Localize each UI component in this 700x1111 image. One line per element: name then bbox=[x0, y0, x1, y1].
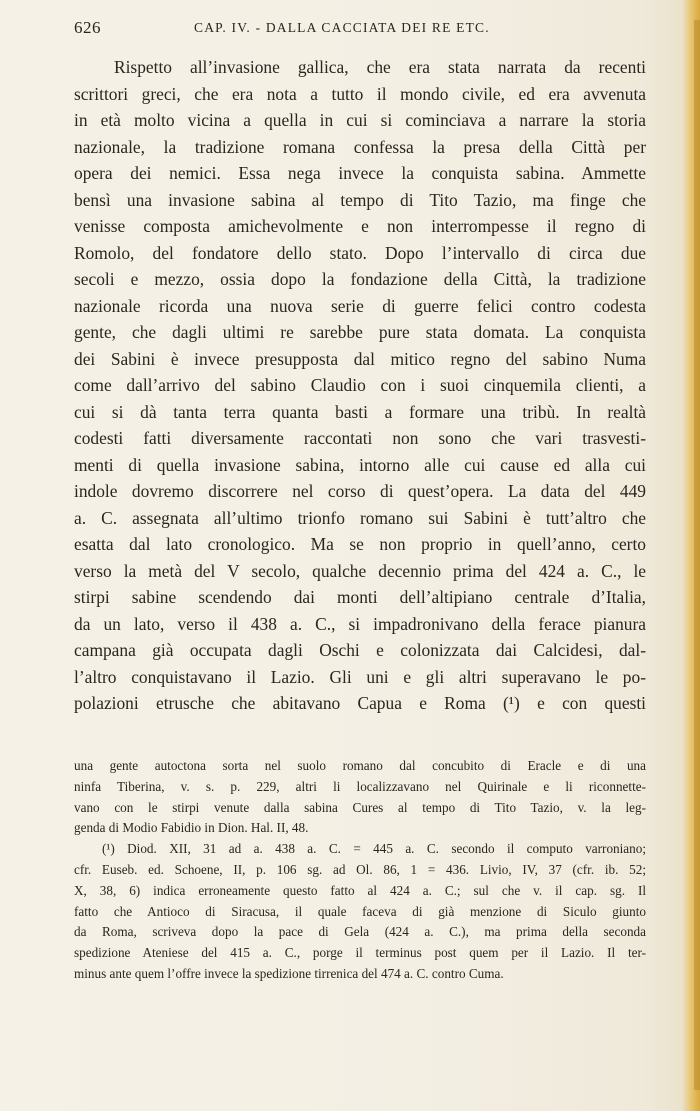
text-line: menti di quella invasione sabina, intorno alle cui cause ed alla cui bbox=[74, 454, 646, 475]
text-line: come dall’arrivo del sabino Claudio con i suoi cinquemila clienti, a bbox=[74, 375, 646, 395]
footnote-line: spedizione Ateniese del 415 a. C., porge il terminus post quem per il Lazio. Il ter- bbox=[74, 945, 646, 961]
footnote-line: da Roma, scriveva dopo la pace di Gela (424 a. C.), ma prima della seconda bbox=[74, 924, 646, 940]
text-line: cui si dà tanta terra quanta basti a formare una tribù. In realtà bbox=[74, 401, 646, 422]
text-line: dei Sabini è invece presupposta dal mitico regno del sabino Numa bbox=[74, 348, 646, 369]
text-line: nazionale ricorda una nuova serie di guerre felici contro codesta bbox=[74, 295, 646, 316]
main-text bbox=[74, 54, 646, 717]
text-line: gente, che dagli ultimi re sarebbe pure stata domata. La conquista bbox=[74, 322, 646, 342]
footnote-line: minus ante quem l’offre invece la spedizione tirrenica del 474 a. C. contro Cuma. bbox=[74, 965, 504, 981]
text-line: da un lato, verso il 438 a. C., si impadronivano della ferace pianura bbox=[74, 613, 646, 634]
text-line: bensì una invasione sabina al tempo di Tito Tazio, ma finge che bbox=[74, 189, 646, 210]
text-line: esatta dal lato cronologico. Ma se non proprio in quell’anno, certo bbox=[74, 534, 646, 554]
footnote-line: genda di Modio Fabidio in Dion. Hal. II, 48. bbox=[74, 820, 309, 836]
footnote-line: X, 38, 6) indica erroneamente questo fatto al 424 a. C.; sul che v. il cap. sg. Il bbox=[74, 882, 646, 898]
text-line: scrittori greci, che era nota a tutto il mondo civile, ed era avvenuta bbox=[74, 83, 646, 104]
text-line: secoli e mezzo, ossia dopo la fondazione della Città, la tradizione bbox=[74, 269, 646, 289]
page-edge-shadow bbox=[694, 20, 700, 1090]
text-line: polazioni etrusche che abitavano Capua e Roma (¹) e con questi bbox=[74, 693, 646, 713]
running-head: CAP. IV. - DALLA CACCIATA DEI RE ETC. bbox=[194, 20, 490, 35]
text-line: a. C. assegnata all’ultimo trionfo romano sui Sabini è tutt’altro che bbox=[74, 507, 646, 528]
page-number: 626 bbox=[74, 18, 101, 37]
text-line: codesti fatti diversamente raccontati non sono che vari trasvesti- bbox=[74, 428, 646, 448]
text-line: stirpi sabine scendendo dai monti dell’altipiano centrale d’Italia, bbox=[74, 587, 646, 607]
footnote-line: una gente autoctona sorta nel suolo romano dal concubito di Eracle e di una bbox=[74, 758, 646, 773]
text-line: verso la metà del V secolo, qualche decennio prima del 424 a. C., le bbox=[74, 560, 646, 581]
text-line: indole dovremo discorrere nel corso di quest’opera. La data del 449 bbox=[74, 481, 646, 501]
text-line: opera dei nemici. Essa nega invece la conquista sabina. Ammette bbox=[74, 163, 646, 183]
text-line: campana già occupata dagli Oschi e colonizzata dai Calcidesi, dal- bbox=[74, 640, 646, 660]
text-line: in età molto vicina a quella in cui si cominciava a narrare la storia bbox=[74, 110, 646, 130]
footnote-line: fatto che Antioco di Siracusa, il quale faceva di già menzione di Siculo giunto bbox=[74, 903, 646, 919]
footnote-line: vano con le stirpi venute dalla sabina Cures al tempo di Tito Tazio, v. la leg- bbox=[74, 799, 646, 815]
text-line: venisse composta amichevolmente e non interrompesse il regno di bbox=[74, 216, 646, 236]
text-line: Romolo, del fondatore dello stato. Dopo l’intervallo di circa due bbox=[74, 242, 646, 263]
text-line: l’altro conquistavano il Lazio. Gli uni e gli altri superavano le po- bbox=[74, 666, 646, 687]
footnote-line: cfr. Euseb. ed. Schoene, II, p. 106 sg. ad Ol. 86, 1 = 436. Livio, IV, 37 (cfr. ib. 52; bbox=[74, 861, 646, 877]
footnotes bbox=[74, 756, 646, 985]
footnote-line: ninfa Tiberina, v. s. p. 229, altri li localizzavano nel Quirinale e li riconnette- bbox=[74, 778, 646, 794]
text-line: Rispetto all’invasione gallica, che era stata narrata da recenti bbox=[114, 57, 646, 77]
page-header bbox=[74, 16, 646, 42]
footnote-line: (¹) Diod. XII, 31 ad a. 438 a. C. = 445 a. C. secondo il computo varroniano; bbox=[102, 841, 646, 857]
text-line: nazionale, la tradizione romana confessa la presa della Città per bbox=[74, 136, 646, 157]
